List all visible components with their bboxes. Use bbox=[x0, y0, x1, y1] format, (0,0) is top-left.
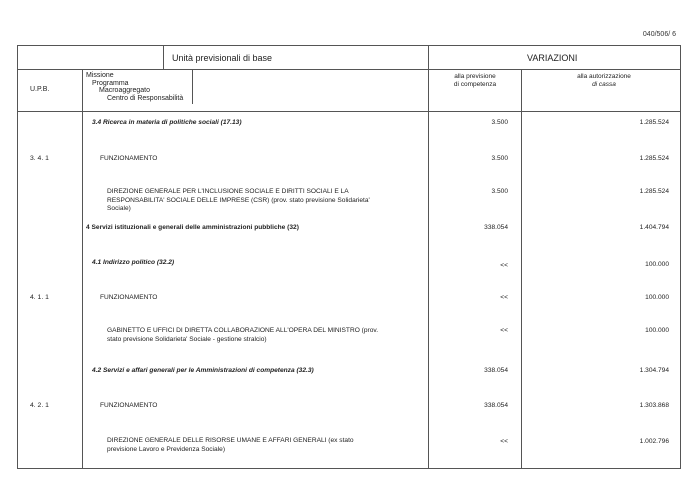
row-1-text: FUNZIONAMENTO bbox=[100, 155, 158, 162]
row-4-competenza: << bbox=[500, 262, 508, 269]
row-programma-4-2: 4.2 Servizi e affari generali per le Amministrazioni di competenza (32.3) bbox=[92, 367, 314, 374]
row-5-competenza: << bbox=[500, 294, 508, 301]
col-cassa-header bbox=[568, 73, 640, 89]
row-2-cassa: 1.285.524 bbox=[639, 188, 669, 195]
col-competenza-line1: alla previsione bbox=[454, 73, 496, 80]
col-competenza-line2: di competenza bbox=[453, 81, 497, 88]
hierarchy-labels bbox=[86, 72, 183, 102]
row-7-competenza: 338.054 bbox=[484, 367, 508, 374]
row-9-text-line2: previsione Lavoro e Previdenza Sociale) bbox=[107, 445, 226, 453]
col-cassa-line1: alla autorizzazione bbox=[577, 73, 631, 80]
row-8-text: FUNZIONAMENTO bbox=[100, 402, 158, 409]
row-6-text bbox=[107, 327, 417, 344]
header-divider bbox=[17, 69, 681, 70]
row-6-text-line1: GABINETTO E UFFICI DI DIRETTA COLLABORAZIONE ALL'OPERA DEL MINISTRO (prov. bbox=[107, 327, 379, 334]
row-8-competenza: 338.054 bbox=[484, 402, 508, 409]
row-2-text-line2: RESPONSABILITA' SOCIALE DELLE IMPRESE (CSR) (prov. stato previsione Solidarieta' bbox=[107, 196, 370, 204]
row-missione-4: 4 Servizi istituzionali e generali delle amministrazioni pubbliche (32) bbox=[86, 224, 299, 231]
row-programma-4-1: 4.1 Indirizzo politico (32.2) bbox=[92, 259, 175, 266]
unita-previsionali-title: Unità previsionali di base bbox=[172, 53, 273, 63]
header-bottom-border bbox=[17, 111, 681, 112]
row-3-competenza: 338.054 bbox=[484, 224, 508, 231]
row-programma-3-4: 3.4 Ricerca in materia di politiche sociali (17.13) bbox=[92, 119, 242, 126]
competenza-cassa-divider bbox=[521, 69, 522, 469]
row-0-cassa: 1.285.524 bbox=[639, 119, 669, 126]
row-5-cassa: 100.000 bbox=[645, 294, 669, 301]
unita-title-left-divider bbox=[163, 45, 164, 70]
row-9-text bbox=[107, 437, 417, 454]
row-9-competenza: << bbox=[500, 438, 508, 445]
table-top-border bbox=[17, 45, 681, 46]
variazioni-divider bbox=[428, 45, 429, 469]
row-9-cassa: 1.002.796 bbox=[639, 438, 669, 445]
row-8-cassa: 1.303.868 bbox=[639, 402, 669, 409]
hierarchy-missione: Missione bbox=[86, 72, 114, 79]
right-border bbox=[680, 45, 681, 469]
upb-label: U.P.B. bbox=[30, 86, 50, 93]
row-5-upb: 4. 1. 1 bbox=[30, 294, 49, 301]
col-cassa-line2: di cassa bbox=[592, 81, 616, 88]
left-border bbox=[17, 45, 18, 469]
row-6-competenza: << bbox=[500, 327, 508, 334]
row-6-text-line2: stato previsione Solidarieta' Sociale - gestione stralcio) bbox=[107, 335, 267, 343]
row-7-cassa: 1.304.794 bbox=[639, 367, 669, 374]
hierarchy-box-divider bbox=[192, 69, 193, 104]
table-bottom-border bbox=[17, 468, 681, 469]
row-1-competenza: 3.500 bbox=[491, 155, 508, 162]
page-number: 040/506/ 6 bbox=[642, 31, 676, 38]
row-2-text-line1: DIREZIONE GENERALE PER L'INCLUSIONE SOCIALE E DIRITTI SOCIALI E LA bbox=[107, 188, 349, 195]
row-1-upb: 3. 4. 1 bbox=[30, 155, 49, 162]
row-4-cassa: 100.000 bbox=[645, 261, 669, 268]
row-2-text-line3: Sociale) bbox=[107, 205, 131, 212]
row-3-cassa: 1.404.794 bbox=[639, 224, 669, 231]
row-2-competenza: 3.500 bbox=[491, 188, 508, 195]
row-6-cassa: 100.000 bbox=[645, 327, 669, 334]
row-5-text: FUNZIONAMENTO bbox=[100, 294, 158, 301]
row-1-cassa: 1.285.524 bbox=[639, 155, 669, 162]
hierarchy-centro: Centro di Responsabilità bbox=[107, 94, 184, 102]
row-2-text bbox=[107, 188, 417, 214]
row-9-text-line1: DIREZIONE GENERALE DELLE RISORSE UMANE E AFFARI GENERALI (ex stato bbox=[107, 437, 354, 444]
hierarchy-macroaggregato: Macroaggregato bbox=[99, 87, 150, 94]
col-competenza-header bbox=[440, 73, 510, 89]
upb-column-divider bbox=[82, 69, 83, 469]
row-0-competenza: 3.500 bbox=[491, 119, 508, 126]
variazioni-title: VARIAZIONI bbox=[527, 53, 578, 63]
hierarchy-programma: Programma bbox=[92, 79, 129, 87]
row-8-upb: 4. 2. 1 bbox=[30, 402, 49, 409]
